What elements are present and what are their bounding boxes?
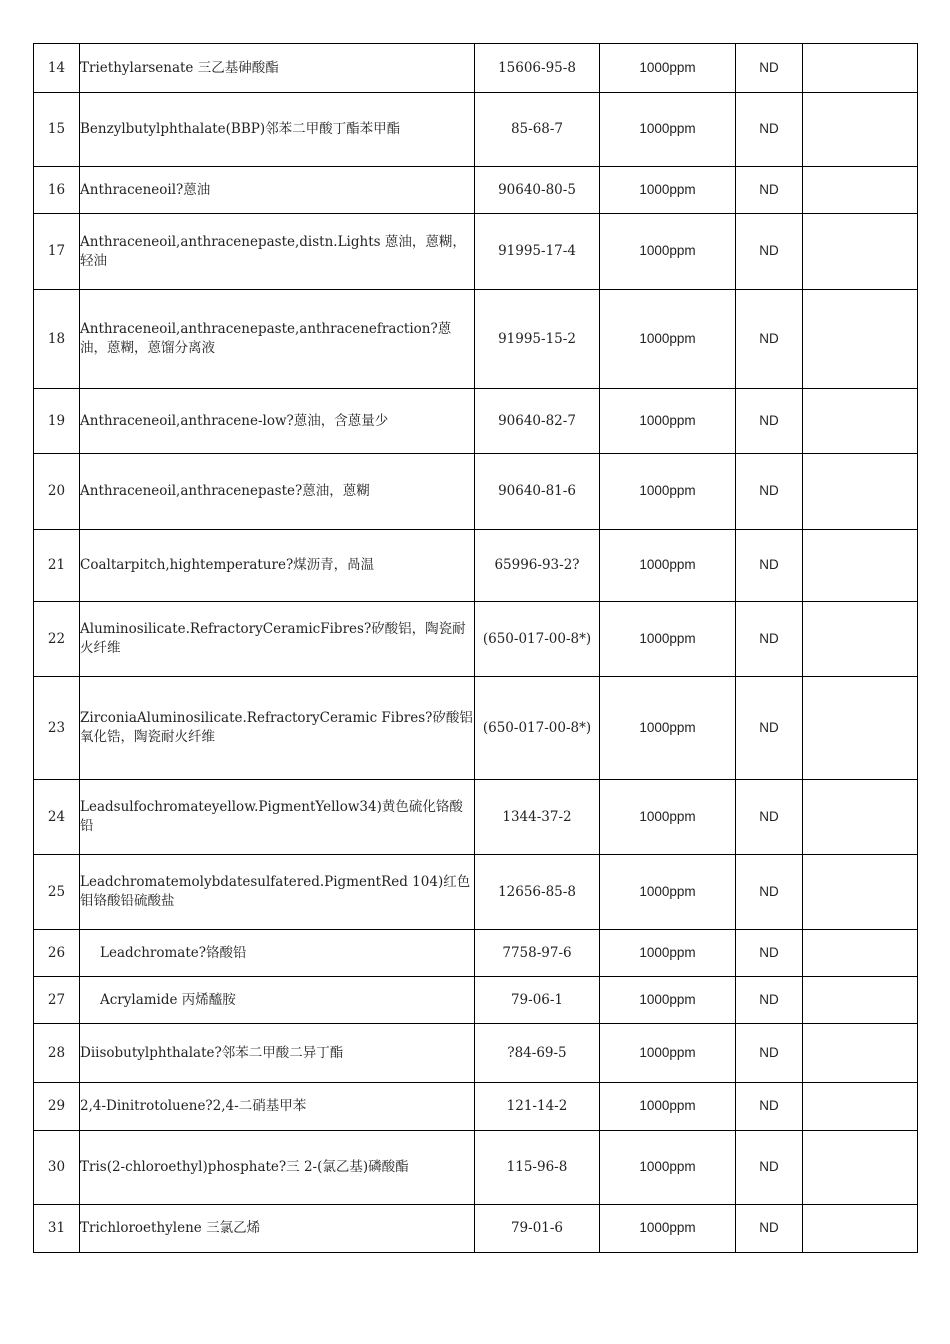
- row-number: 15: [34, 93, 80, 167]
- remark-cell: [803, 855, 918, 930]
- cas-number: 90640-82-7: [475, 389, 600, 454]
- test-result: ND: [736, 290, 803, 389]
- cas-number: 79-01-6: [475, 1205, 600, 1253]
- table-row: [34, 290, 918, 389]
- cas-number: 121-14-2: [475, 1083, 600, 1131]
- substance-name: Leadchromate?铬酸铅: [80, 930, 475, 977]
- row-number: 21: [34, 530, 80, 602]
- table-row: [34, 1205, 918, 1253]
- row-number: 20: [34, 454, 80, 530]
- substance-name: Tris(2-chloroethyl)phosphate?三 2-(氯乙基)磷酸酯: [80, 1131, 475, 1205]
- row-number: 28: [34, 1024, 80, 1083]
- substance-name: Coaltarpitch,hightemperature?煤沥青，咼温: [80, 530, 475, 602]
- test-result: ND: [736, 930, 803, 977]
- substance-name: Leadsulfochromateyellow.PigmentYellow34)黄色硫化铬酸铅: [80, 780, 475, 855]
- row-number: 24: [34, 780, 80, 855]
- test-result: ND: [736, 855, 803, 930]
- row-number: 18: [34, 290, 80, 389]
- row-number: 22: [34, 602, 80, 677]
- test-result: ND: [736, 780, 803, 855]
- remark-cell: [803, 780, 918, 855]
- remark-cell: [803, 1024, 918, 1083]
- row-number: 26: [34, 930, 80, 977]
- row-number: 14: [34, 44, 80, 93]
- cas-number: 115-96-8: [475, 1131, 600, 1205]
- test-result: ND: [736, 977, 803, 1024]
- row-number: 30: [34, 1131, 80, 1205]
- row-number: 31: [34, 1205, 80, 1253]
- cas-number: 12656-85-8: [475, 855, 600, 930]
- substance-name: 2,4-Dinitrotoluene?2,4-二硝基甲苯: [80, 1083, 475, 1131]
- cas-number: 79-06-1: [475, 977, 600, 1024]
- substance-name: Leadchromatemolybdatesulfatered.PigmentRed 104)红色钼铬酸铅硫酸盐: [80, 855, 475, 930]
- limit-value: 1000ppm: [600, 44, 736, 93]
- substance-name: Anthraceneoil,anthracenepaste?蒽油，蒽糊: [80, 454, 475, 530]
- substance-name: ZirconiaAluminosilicate.RefractoryCeramic Fibres?矽酸铝氧化锆，陶瓷耐火纤维: [80, 677, 475, 780]
- limit-value: 1000ppm: [600, 602, 736, 677]
- test-result: ND: [736, 214, 803, 290]
- limit-value: 1000ppm: [600, 389, 736, 454]
- row-number: 25: [34, 855, 80, 930]
- table-row: [34, 389, 918, 454]
- limit-value: 1000ppm: [600, 855, 736, 930]
- test-result: ND: [736, 530, 803, 602]
- remark-cell: [803, 167, 918, 214]
- remark-cell: [803, 677, 918, 780]
- test-result: ND: [736, 167, 803, 214]
- test-result: ND: [736, 1205, 803, 1253]
- row-number: 19: [34, 389, 80, 454]
- limit-value: 1000ppm: [600, 530, 736, 602]
- remark-cell: [803, 389, 918, 454]
- limit-value: 1000ppm: [600, 290, 736, 389]
- remark-cell: [803, 930, 918, 977]
- table-row: [34, 167, 918, 214]
- table-row: [34, 454, 918, 530]
- remark-cell: [803, 454, 918, 530]
- table-row: [34, 1131, 918, 1205]
- limit-value: 1000ppm: [600, 1131, 736, 1205]
- table-row: [34, 780, 918, 855]
- remark-cell: [803, 93, 918, 167]
- remark-cell: [803, 1131, 918, 1205]
- substance-name: Anthraceneoil?蒽油: [80, 167, 475, 214]
- remark-cell: [803, 214, 918, 290]
- cas-number: 91995-15-2: [475, 290, 600, 389]
- substance-name: Anthraceneoil,anthracene-low?蒽油，含蒽量少: [80, 389, 475, 454]
- remark-cell: [803, 977, 918, 1024]
- remark-cell: [803, 530, 918, 602]
- limit-value: 1000ppm: [600, 1024, 736, 1083]
- cas-number: 65996-93-2?: [475, 530, 600, 602]
- test-result: ND: [736, 93, 803, 167]
- substance-name: Aluminosilicate.RefractoryCeramicFibres?矽酸铝，陶瓷耐火纤维: [80, 602, 475, 677]
- row-number: 17: [34, 214, 80, 290]
- test-result: ND: [736, 1083, 803, 1131]
- row-number: 27: [34, 977, 80, 1024]
- test-result: ND: [736, 44, 803, 93]
- table-row: [34, 44, 918, 93]
- table-row: [34, 530, 918, 602]
- limit-value: 1000ppm: [600, 1205, 736, 1253]
- row-number: 29: [34, 1083, 80, 1131]
- substance-name: Benzylbutylphthalate(BBP)邻苯二甲酸丁酯苯甲酯: [80, 93, 475, 167]
- substance-name: Anthraceneoil,anthracenepaste,anthracenefraction?蒽油，蒽糊，蒽馏分离液: [80, 290, 475, 389]
- table-row: [34, 677, 918, 780]
- table-row: [34, 855, 918, 930]
- test-result: ND: [736, 389, 803, 454]
- table-row: [34, 93, 918, 167]
- table-row: [34, 977, 918, 1024]
- limit-value: 1000ppm: [600, 780, 736, 855]
- limit-value: 1000ppm: [600, 167, 736, 214]
- table-row: [34, 602, 918, 677]
- remark-cell: [803, 290, 918, 389]
- limit-value: 1000ppm: [600, 214, 736, 290]
- table-row: [34, 214, 918, 290]
- limit-value: 1000ppm: [600, 677, 736, 780]
- remark-cell: [803, 602, 918, 677]
- remark-cell: [803, 1083, 918, 1131]
- row-number: 16: [34, 167, 80, 214]
- cas-number: 1344-37-2: [475, 780, 600, 855]
- limit-value: 1000ppm: [600, 93, 736, 167]
- test-result: ND: [736, 454, 803, 530]
- cas-number: 90640-80-5: [475, 167, 600, 214]
- cas-number: ?84-69-5: [475, 1024, 600, 1083]
- substance-name: Anthraceneoil,anthracenepaste,distn.Lights 蒽油，蒽糊，轻油: [80, 214, 475, 290]
- row-number: 23: [34, 677, 80, 780]
- test-result: ND: [736, 1131, 803, 1205]
- substance-name: Acrylamide 丙烯醯胺: [80, 977, 475, 1024]
- limit-value: 1000ppm: [600, 930, 736, 977]
- test-result: ND: [736, 1024, 803, 1083]
- substance-name: Trichloroethylene 三氯乙烯: [80, 1205, 475, 1253]
- table-row: [34, 1024, 918, 1083]
- cas-number: 15606-95-8: [475, 44, 600, 93]
- remark-cell: [803, 44, 918, 93]
- cas-number: 85-68-7: [475, 93, 600, 167]
- cas-number: 7758-97-6: [475, 930, 600, 977]
- substance-table: [33, 43, 918, 1253]
- test-result: ND: [736, 602, 803, 677]
- cas-number: 91995-17-4: [475, 214, 600, 290]
- table-row: [34, 930, 918, 977]
- test-result: ND: [736, 677, 803, 780]
- cas-number: (650-017-00-8*): [475, 602, 600, 677]
- substance-name: Diisobutylphthalate?邻苯二甲酸二异丁酯: [80, 1024, 475, 1083]
- limit-value: 1000ppm: [600, 454, 736, 530]
- remark-cell: [803, 1205, 918, 1253]
- limit-value: 1000ppm: [600, 977, 736, 1024]
- cas-number: (650-017-00-8*): [475, 677, 600, 780]
- substance-name: Triethylarsenate 三乙基砷酸酯: [80, 44, 475, 93]
- cas-number: 90640-81-6: [475, 454, 600, 530]
- table-row: [34, 1083, 918, 1131]
- limit-value: 1000ppm: [600, 1083, 736, 1131]
